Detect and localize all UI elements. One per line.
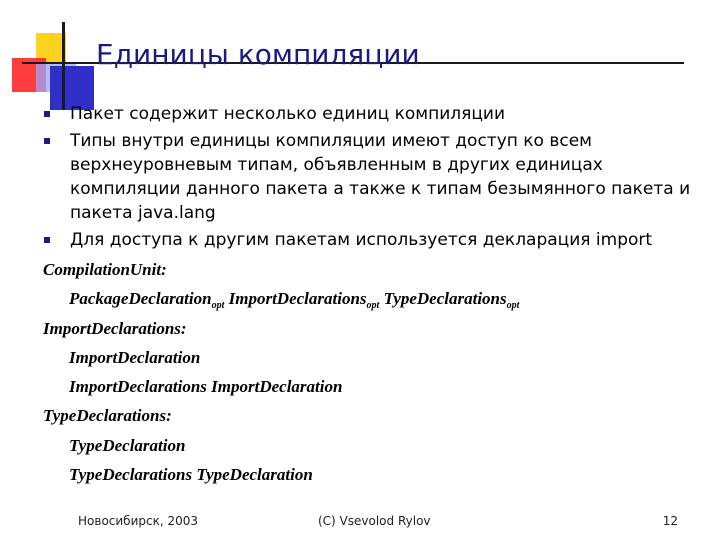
grammar-import-rule-1: ImportDeclaration — [69, 347, 201, 367]
footer-copyright: (C) Vsevolod Rylov — [318, 514, 431, 528]
grammar-import-rule-2: ImportDeclarations ImportDeclaration — [69, 377, 343, 397]
bullet-item — [42, 228, 692, 252]
grammar-package-declaration: PackageDeclaration — [69, 289, 212, 309]
bullet-text: Типы внутри единицы компиляции имеют доступ ко всем верхнеуровневым типам, объявленным в других единицах компиляции данного пакета а также к типам безымянного пакета и пакета java.lang — [70, 131, 691, 223]
slide-title: Единицы компиляции — [96, 38, 420, 71]
page-number: 12 — [662, 514, 678, 528]
grammar-block — [43, 260, 519, 494]
bullet-item — [42, 102, 692, 126]
bullet-text: Для доступа к другим пакетам используется декларация import — [70, 230, 653, 250]
opt-subscript: opt — [506, 300, 520, 312]
bullet-item — [42, 129, 692, 225]
square-bullet-icon — [44, 138, 50, 144]
grammar-type-rule-2: TypeDeclarations TypeDeclaration — [69, 465, 313, 485]
square-bullet-icon — [44, 237, 50, 243]
grammar-head-import-declarations: ImportDeclarations: — [43, 318, 187, 338]
grammar-import-declarations: ImportDeclarations — [228, 289, 367, 309]
opt-subscript: opt — [366, 300, 380, 312]
grammar-rule-compilation-unit — [43, 289, 519, 318]
bullet-list — [42, 102, 692, 255]
opt-subscript: opt — [211, 300, 225, 312]
grammar-type-declarations: TypeDeclarations — [383, 289, 507, 309]
footer-location-year: Новосибирск, 2003 — [78, 514, 199, 528]
square-bullet-icon — [44, 111, 50, 117]
bullet-text: Пакет содержит несколько единиц компиляции — [70, 104, 506, 124]
grammar-type-rule-1: TypeDeclaration — [69, 435, 186, 455]
logo-vertical-line — [62, 22, 65, 110]
grammar-head-type-declarations: TypeDeclarations: — [43, 406, 172, 426]
grammar-head-compilation-unit: CompilationUnit: — [43, 260, 167, 279]
slide-logo — [0, 0, 100, 110]
